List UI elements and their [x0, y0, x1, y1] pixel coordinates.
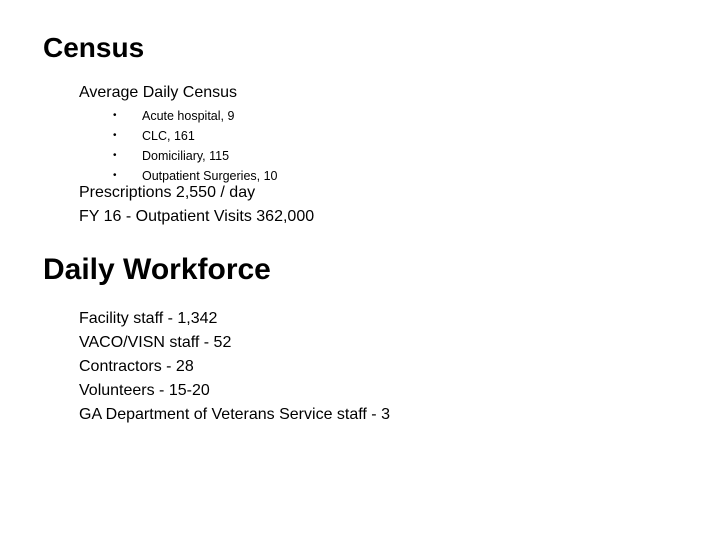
list-item: • Acute hospital, 9: [113, 106, 278, 126]
census-heading: Census: [43, 32, 145, 63]
volunteers-line: Volunteers - 15-20: [79, 382, 210, 399]
bullet-icon: •: [113, 170, 117, 181]
facility-staff-line: Facility staff - 1,342: [79, 310, 218, 327]
list-item: • Outpatient Surgeries, 10: [113, 166, 278, 186]
outpatient-visits-line: FY 16 - Outpatient Visits 362,000: [79, 208, 315, 225]
list-item: • Domiciliary, 115: [113, 146, 278, 166]
list-item: • CLC, 161: [113, 126, 278, 146]
bullet-icon: •: [113, 110, 117, 121]
bullet-icon: •: [113, 150, 117, 161]
census-bullet-list: [113, 106, 278, 186]
contractors-line: Contractors - 28: [79, 358, 194, 375]
ga-department-staff-line: GA Department of Veterans Service staff - 3: [79, 406, 390, 423]
vaco-visn-staff-line: VACO/VISN staff - 52: [79, 334, 232, 351]
bullet-icon: •: [113, 130, 117, 141]
workforce-heading: Daily Workforce: [43, 253, 271, 286]
average-daily-census-label: Average Daily Census: [79, 84, 238, 101]
prescriptions-line: Prescriptions 2,550 / day: [79, 184, 256, 201]
